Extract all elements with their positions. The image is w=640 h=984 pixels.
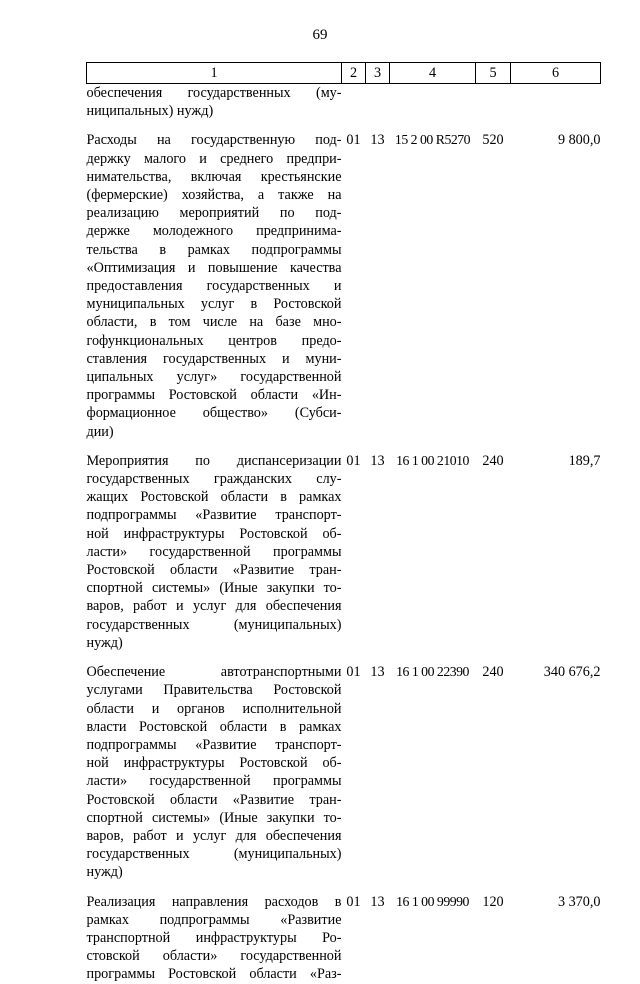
description-line: предоставления государственных и (86, 278, 342, 295)
description-line: ципальных услуг» государственной (86, 369, 342, 386)
description-line: услугами Правительства Ростовской (86, 682, 342, 699)
subsection-code: 13 (370, 893, 385, 910)
table-row (87, 120, 601, 440)
subsection-code (366, 84, 390, 121)
target-article-code: 15 2 00 R5270 (394, 132, 471, 148)
description-line: обеспечения государственных (му- (86, 85, 342, 101)
description-line: гофункциональных центров предо- (86, 332, 342, 349)
description-line: спортной системы» (Иные закупки то- (86, 809, 342, 826)
description-line: ставления государственных и муни- (86, 350, 342, 367)
description-line: тельства в рамках подпрограммы (86, 241, 342, 258)
description-line: транспортной инфраструктуры Ро- (86, 929, 342, 946)
amount (511, 84, 601, 121)
expense-type-code: 240 (482, 452, 504, 469)
target-article-code: 16 1 00 21010 (396, 452, 469, 468)
section-code: 01 (346, 893, 361, 910)
row-description (87, 652, 342, 881)
page-number: 69 (312, 27, 328, 43)
row-description (87, 120, 342, 440)
description-line: муниципальных услуг в Ростовской (86, 296, 342, 313)
description-line: государственных (муниципальных) (86, 616, 342, 633)
description-line: спортной системы» (Иные закупки то- (86, 580, 342, 597)
amount: 340 676,2 (543, 664, 601, 681)
description-line: варов, работ и услуг для обеспечения (86, 598, 342, 615)
target-article-code: 16 1 00 99990 (396, 893, 469, 909)
description-line: варов, работ и услуг для обеспечения (86, 827, 342, 844)
description-line: Расходы на государственную под- (86, 132, 342, 149)
description-line: Ростовской области «Развитие тран- (86, 562, 342, 579)
description-line: ласти» государственной программы (86, 543, 342, 560)
description-line: реализацию мероприятий по под- (86, 205, 342, 222)
expense-type-code: 120 (482, 893, 504, 910)
description-line: стовской области» государственной (86, 948, 342, 965)
table-row (87, 84, 601, 121)
table-row (87, 441, 601, 652)
row-description (87, 882, 342, 984)
description-line: области и органов исполнительной (86, 700, 342, 717)
amount: 9 800,0 (557, 132, 601, 149)
header-col-3: 3 (366, 63, 390, 84)
description-line: Ростовской области «Развитие тран- (86, 791, 342, 808)
table-row (87, 652, 601, 881)
description-line: жащих Ростовской области в рамках (86, 489, 342, 506)
amount: 189,7 (568, 452, 601, 469)
header-col-2: 2 (342, 63, 366, 84)
description-line: области, в том числе на базе мно- (86, 314, 342, 331)
description-line: ласти» государственной программы (86, 773, 342, 790)
section-code (342, 84, 366, 121)
description-line: Обеспечение автотранспортными (86, 664, 342, 681)
description-line: программы Ростовской области «Ин- (86, 387, 342, 404)
description-line: формационное общество» (Субси- (86, 405, 342, 422)
subsection-code: 13 (370, 132, 385, 149)
table-header-row (87, 63, 601, 84)
description-line: Реализация направления расходов в (86, 893, 342, 910)
section-code: 01 (346, 664, 361, 681)
description-line: программы Ростовской области «Раз- (86, 966, 342, 983)
description-line: (фермерские) хозяйства, а также на (86, 187, 342, 204)
table-row (87, 882, 601, 984)
section-code: 01 (346, 132, 361, 149)
section-code: 01 (346, 452, 361, 469)
description-line: нужд) (86, 634, 123, 651)
header-col-4: 4 (390, 63, 476, 84)
target-article-code (390, 84, 476, 121)
row-description (87, 84, 342, 121)
description-line: «Оптимизация и повышение качества (86, 259, 342, 276)
budget-table (86, 62, 601, 984)
description-line: держку малого и среднего предпри- (86, 150, 342, 167)
header-col-5: 5 (476, 63, 511, 84)
header-col-6: 6 (511, 63, 601, 84)
description-line: ниципальных) нужд) (86, 103, 214, 120)
expense-type-code: 520 (482, 132, 504, 149)
subsection-code: 13 (370, 452, 385, 469)
expense-type-code: 240 (482, 664, 504, 681)
description-line: подпрограммы «Развитие транспорт- (86, 507, 342, 524)
description-line: Мероприятия по диспансеризации (86, 452, 342, 469)
description-line: ной инфраструктуры Ростовской об- (86, 755, 342, 772)
description-line: дии) (86, 423, 114, 440)
description-line: держке молодежного предпринима- (86, 223, 342, 240)
description-line: подпрограммы «Развитие транспорт- (86, 736, 342, 753)
description-line: власти Ростовской области в рамках (86, 718, 342, 735)
description-line: нимательства, включая крестьянские (86, 168, 342, 185)
header-col-1: 1 (87, 63, 342, 84)
expense-type-code (476, 84, 511, 121)
target-article-code: 16 1 00 22390 (396, 664, 469, 680)
description-line: рамках подпрограммы «Развитие (86, 911, 342, 928)
description-line: нужд) (86, 864, 123, 881)
subsection-code: 13 (370, 664, 385, 681)
description-line: государственных (муниципальных) (86, 846, 342, 863)
description-line: ной инфраструктуры Ростовской об- (86, 525, 342, 542)
amount: 3 370,0 (557, 893, 601, 910)
description-line: государственных гражданских слу- (86, 471, 342, 488)
row-description (87, 441, 342, 652)
